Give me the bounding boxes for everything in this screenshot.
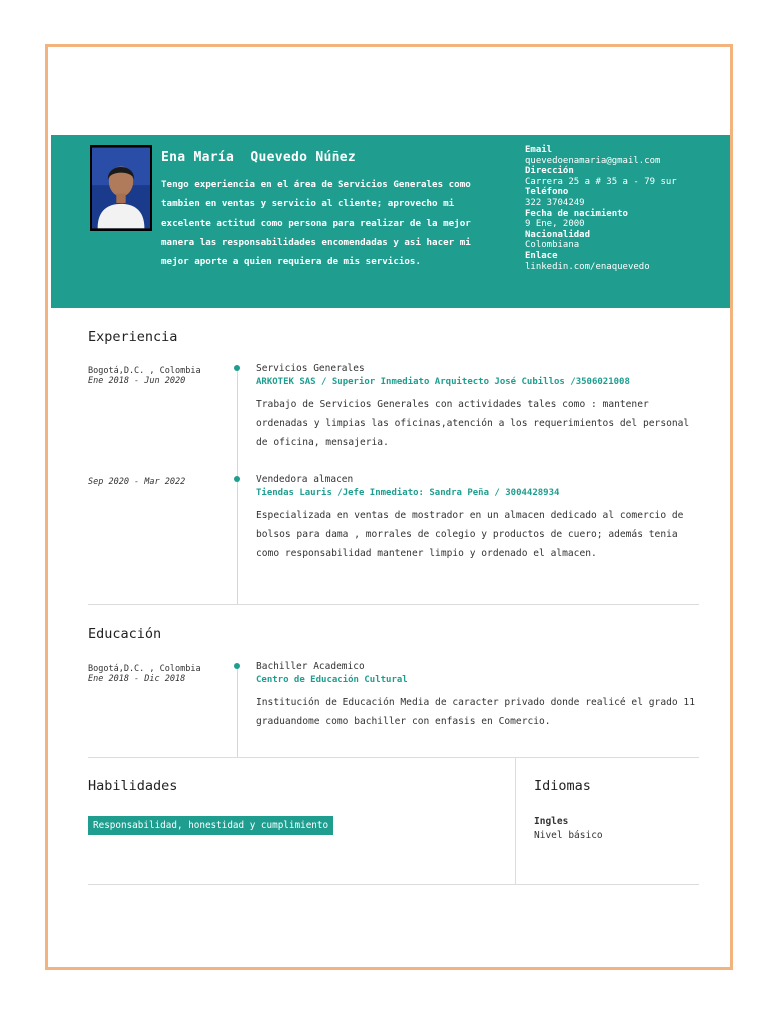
contact-address-label: Dirección bbox=[525, 166, 574, 177]
experience-dot-2 bbox=[234, 476, 240, 482]
page-frame bbox=[45, 44, 733, 970]
candidate-name: Ena María Quevedo Núñez bbox=[161, 150, 357, 165]
experience-dates: Ene 2018 - Jun 2020 bbox=[88, 375, 186, 386]
profile-photo bbox=[90, 145, 152, 231]
language-name: Ingles bbox=[534, 816, 569, 827]
skills-title: Habilidades bbox=[88, 778, 178, 794]
experience-org: Tiendas Lauris /Jefe Inmediato: Sandra Peña / 3004428934 bbox=[256, 488, 560, 498]
contact-phone-label: Teléfono bbox=[525, 187, 569, 198]
education-dot bbox=[234, 663, 240, 669]
experience-meta-2 bbox=[88, 478, 185, 488]
education-degree: Bachiller Academico bbox=[256, 661, 365, 672]
education-title: Educación bbox=[88, 626, 162, 642]
languages-title: Idiomas bbox=[534, 778, 591, 794]
education-school: Centro de Educación Cultural bbox=[256, 675, 408, 685]
education-description: Institución de Educación Media de caracter privado donde realicé el grado 11 graduandome como bachiller con enfasis en Comercio. bbox=[256, 697, 695, 727]
language-item bbox=[534, 815, 603, 843]
experience-entry-2 bbox=[256, 474, 696, 563]
experience-description: Trabajo de Servicios Generales con actividades tales como : mantener ordenadas y limpias las oficinas,atención a los requerimientos del personal de oficina, mensajeria. bbox=[256, 399, 690, 448]
contact-nationality-label: Nacionalidad bbox=[525, 229, 591, 240]
experience-dot-1 bbox=[234, 365, 240, 371]
experience-dates: Sep 2020 - Mar 2022 bbox=[88, 477, 186, 487]
contact-email-label: Email bbox=[525, 145, 553, 155]
education-meta bbox=[88, 665, 201, 684]
person-photo-icon bbox=[92, 147, 150, 229]
experience-entry-1 bbox=[256, 363, 696, 452]
experience-org: ARKOTEK SAS / Superior Inmediato Arquitecto José Cubillos /3506021008 bbox=[256, 377, 630, 387]
experience-description: Especializada en ventas de mostrador en un almacen dedicado al comercio de bolsos para dama , morrales de colegio y productos de cuero; además tenia como responsabilidad mantener limpio y ordenado el almacen. bbox=[256, 510, 684, 559]
experience-title: Experiencia bbox=[88, 329, 178, 345]
experience-timeline bbox=[237, 369, 238, 604]
experience-meta-1 bbox=[88, 367, 201, 386]
contact-email-value[interactable]: quevedoenamaria@gmail.com bbox=[525, 155, 661, 166]
skill-badge: Responsabilidad, honestidad y cumplimiento bbox=[88, 816, 333, 835]
section-divider bbox=[88, 757, 699, 758]
contact-address-value: Carrera 25 a # 35 a - 79 sur bbox=[525, 176, 677, 187]
experience-role: Servicios Generales bbox=[256, 363, 365, 374]
contact-link-label: Enlace bbox=[525, 250, 558, 261]
education-entry bbox=[256, 661, 696, 731]
contact-nationality-value: Colombiana bbox=[525, 240, 580, 251]
experience-location: Bogotá,D.C. , Colombia bbox=[88, 366, 201, 376]
section-divider bbox=[88, 604, 699, 605]
education-dates: Ene 2018 - Dic 2018 bbox=[88, 673, 186, 684]
experience-role: Vendedora almacen bbox=[256, 474, 354, 485]
education-location: Bogotá,D.C. , Colombia bbox=[88, 664, 201, 674]
header-banner bbox=[51, 135, 733, 308]
profile-summary: Tengo experiencia en el área de Servicios Generales como tambien en ventas y servicio al cliente; aprovecho mi excelente actitud como persona para realizar de la mejor manera las responsabilidades encomendadas y asi hacer mi mejor aporte a quien requiera de mis servicios. bbox=[161, 179, 471, 268]
section-divider bbox=[88, 884, 699, 885]
contact-phone-value: 322 3704249 bbox=[525, 197, 585, 208]
education-timeline bbox=[237, 667, 238, 757]
contact-info bbox=[525, 145, 725, 272]
contact-link-value[interactable]: linkedin.com/enaquevedo bbox=[525, 261, 650, 272]
language-level: Nivel básico bbox=[534, 830, 603, 841]
contact-birthdate-label: Fecha de nacimiento bbox=[525, 208, 628, 219]
contact-birthdate-value: 9 Ene, 2000 bbox=[525, 219, 585, 230]
column-divider bbox=[515, 757, 516, 884]
